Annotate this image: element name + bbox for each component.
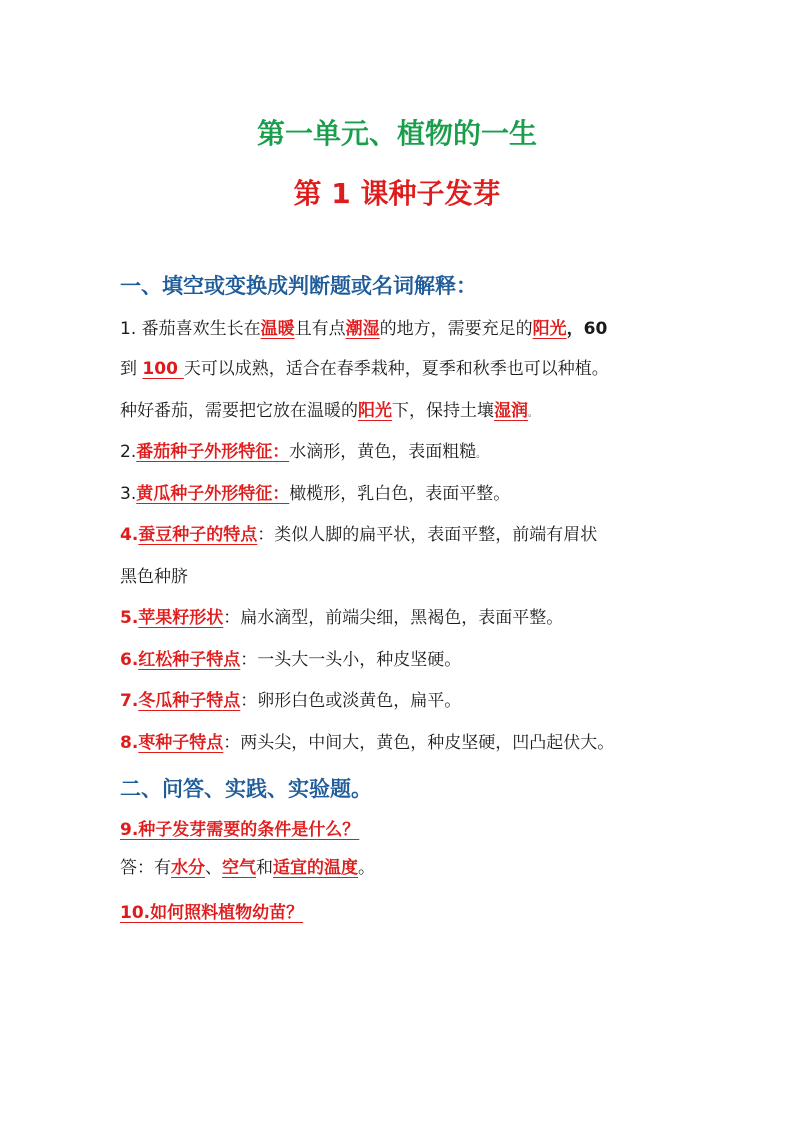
blank-moist: 湿润: [494, 401, 528, 421]
section-2-heading: 二、问答、实践、实验题。: [120, 777, 372, 801]
q4-label: 蚕豆种子的特点: [138, 525, 258, 545]
q2-label: 番茄种子外形特征：: [136, 442, 290, 462]
answer-air: 空气: [222, 858, 256, 878]
q2-line: 2.番茄种子外形特征：水滴形，黄色，表面粗糙。: [120, 442, 486, 462]
lesson-title: 第 1 课种子发芽: [293, 177, 501, 210]
unit-title: 第一单元、植物的一生: [256, 117, 537, 150]
q4-line-2: 黑色种脐: [120, 567, 188, 587]
q1-line-3: 种好番茄，需要把它放在温暖的阳光下，保持土壤湿润。: [120, 401, 538, 421]
q8-label: 枣种子特点: [138, 733, 224, 753]
q6-line: 6.红松种子特点：一头大一头小，种皮坚硬。: [120, 650, 462, 670]
q7-line: 7.冬瓜种子特点：卵形白色或淡黄色，扁平。: [120, 691, 462, 711]
section-1-heading: 一、填空或变换成判断题或名词解释：: [120, 274, 477, 298]
blank-humid: 潮湿: [345, 319, 380, 339]
answer-temperature: 适宜的温度: [273, 858, 358, 878]
q3-label: 黄瓜种子外形特征：: [136, 484, 290, 504]
blank-sunlight: 阳光: [532, 319, 567, 339]
blank-warm: 温暖: [260, 319, 295, 339]
q5-line: 5.苹果籽形状：扁水滴型，前端尖细，黑褐色，表面平整。: [120, 608, 564, 628]
q4-line-1: 4.蚕豆种子的特点：类似人脚的扁平状，表面平整，前端有眉状: [120, 525, 598, 545]
q6-label: 红松种子特点: [138, 650, 241, 670]
q7-label: 冬瓜种子特点: [138, 691, 241, 711]
q1-line-1: 1. 番茄喜欢生长在温暖且有点潮湿的地方，需要充足的阳光，60: [120, 319, 608, 339]
q1-line-2: 到 100 天可以成熟，适合在春季栽种，夏季和秋季也可以种植。: [120, 359, 609, 379]
q10-question: 10.如何照料植物幼苗？: [120, 903, 304, 923]
q9-question: 9.种子发芽需要的条件是什么？: [120, 820, 360, 840]
q3-line: 3.黄瓜种子外形特征：橄榄形，乳白色，表面平整。: [120, 484, 511, 504]
q5-label: 苹果籽形状: [138, 608, 224, 628]
blank-sunlight-2: 阳光: [358, 401, 392, 421]
answer-water: 水分: [171, 858, 205, 878]
blank-days: 100: [142, 359, 184, 379]
q8-line: 8.枣种子特点：两头尖，中间大，黄色，种皮坚硬，凹凸起伏大。: [120, 733, 615, 753]
q9-answer: 答：有水分、空气和适宜的温度。: [120, 858, 375, 878]
